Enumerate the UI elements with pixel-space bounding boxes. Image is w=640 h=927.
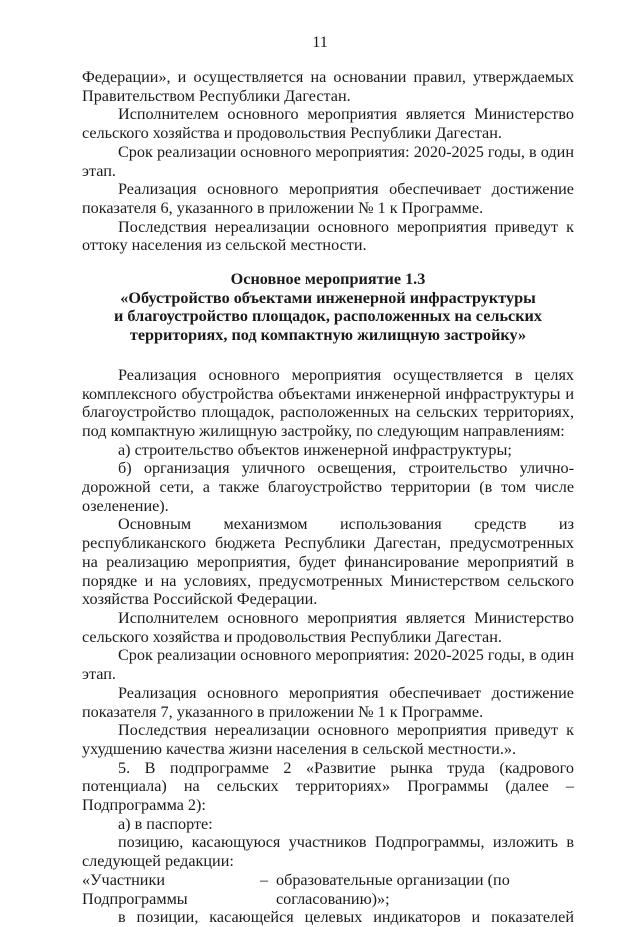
- table-value: образовательные организации (по согласованию)»;: [276, 870, 510, 908]
- paragraph: Последствия нереализации основного мероприятия приведут к оттоку населения из сельской местности.: [82, 217, 574, 255]
- paragraph: Исполнителем основного мероприятия является Министерство сельского хозяйства и продовольствия Республики Дагестан.: [82, 105, 574, 143]
- document-body: [82, 68, 574, 927]
- list-item: а) строительство объектов инженерной инфраструктуры;: [118, 440, 512, 459]
- paragraph: Последствия нереализации основного мероприятия приведут к ухудшению качества жизни населения в сельской местности.».: [82, 721, 574, 758]
- paragraph: Срок реализации основного мероприятия: 2020-2025 годы, в один этап.: [82, 142, 574, 180]
- paragraph: Основным механизмом использования средств из республиканского бюджета Республики Дагестан, предусмотренных на реализацию мероприятия, будет финансирование мероприятий в порядке и на условиях, предусмотренных Министерством сельского хозяйства Российской Федерации.: [82, 515, 574, 609]
- table-label: «Участники Подпрограммы: [82, 870, 188, 908]
- heading-line: Основное мероприятие 1.3: [230, 270, 426, 289]
- paragraph: Реализация основного мероприятия осуществляется в целях комплексного обустройства объектами инженерной инфраструктуры и благоустройство площадок, расположенных на сельских территориях, под компактную жилищную застройку, по следующим направлениям:: [82, 365, 574, 440]
- list-item: б) организация уличного освещения, строительство улично-дорожной сети, а также благоустройство территории (в том числе озеленение).: [82, 459, 574, 515]
- heading-line: «Обустройство объектами инженерной инфраструктуры: [120, 288, 536, 307]
- heading-line: и благоустройство площадок, расположенных на сельских: [114, 307, 542, 326]
- paragraph: Срок реализации основного мероприятия: 2020-2025 годы, в один этап.: [82, 646, 574, 684]
- paragraph: Федерации», и осуществляется на основании правил, утверждаемых Правительством Республики Дагестан.: [82, 68, 574, 105]
- paragraph: в позиции, касающейся целевых индикаторов и показателей: [118, 908, 574, 927]
- paragraph: позицию, касающуюся участников Подпрограммы, изложить в следующей редакции:: [82, 833, 574, 871]
- passport-table-row: [82, 871, 574, 908]
- paragraph: 5. В подпрограмме 2 «Развитие рынка труда (кадрового потенциала) на сельских территориях» Программы (далее – Подпрограмма 2):: [82, 758, 574, 815]
- paragraph: Реализация основного мероприятия обеспечивает достижение показателя 7, указанного в приложении № 1 к Программе.: [82, 683, 574, 721]
- section-heading: [82, 270, 574, 345]
- paragraph: Исполнителем основного мероприятия является Министерство сельского хозяйства и продовольствия Республики Дагестан.: [82, 608, 574, 646]
- list-item: а) в паспорте:: [118, 814, 213, 833]
- table-dash: –: [259, 870, 269, 889]
- paragraph: Реализация основного мероприятия обеспечивает достижение показателя 6, указанного в приложении № 1 к Программе.: [82, 180, 574, 217]
- page-number: 11: [312, 33, 328, 51]
- heading-line: территориях, под компактную жилищную застройку»: [129, 326, 527, 345]
